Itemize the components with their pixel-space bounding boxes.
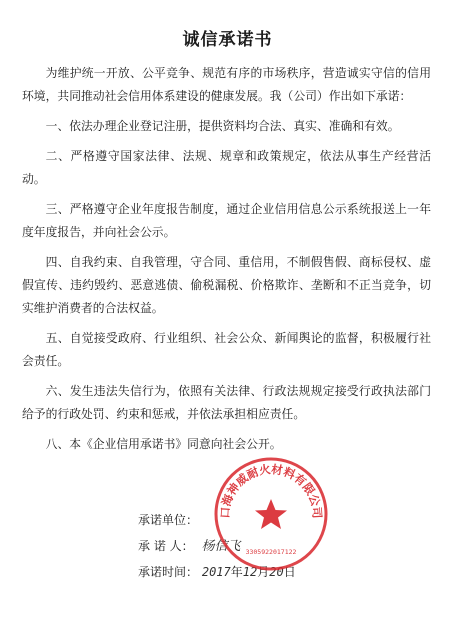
date-month-unit: 月: [257, 565, 270, 579]
paragraph-item-6: 六、发生违法失信行为，依照有关法律、行政法规规定接受行政执法部门给予的行政处罚、约束和惩戒，并依法承担相应责任。: [22, 384, 431, 421]
paragraph-item-1: 一、依法办理企业登记注册，提供资料均合法、真实、准确和有效。: [45, 119, 400, 133]
seal-arc-text: 口海神威耐火材料有限公司: [217, 462, 325, 519]
seal-number: 3305922017122: [245, 548, 297, 556]
paragraph-item-5: 五、自觉接受政府、行业组织、社会公众、新闻舆论的监督，积极履行社会责任。: [22, 331, 431, 368]
paragraph-item-2: 二、严格遵守国家法律、法规、规章和政策规定，依法从事生产经营活动。: [22, 149, 431, 186]
signature-person-label: 承 诺 人：: [138, 539, 194, 553]
paragraph-item-8: 八、本《企业信用承诺书》同意向社会公开。: [45, 437, 282, 451]
paragraph-item-3: 三、严格遵守企业年度报告制度，通过企业信用信息公示系统报送上一年度年度报告，并向社会公示。: [22, 202, 431, 239]
paragraph-intro: 为维护统一开放、公平竞争、规范有序的市场秩序，营造诚实守信的信用环境，共同推动社会信用体系建设的健康发展。我（公司）作出如下承诺：: [22, 66, 431, 103]
document-body: [22, 62, 431, 463]
handwritten-signature: 杨信飞: [201, 539, 241, 554]
company-seal-stamp: [212, 455, 330, 573]
date-day: 20: [269, 565, 284, 579]
paragraph-item-4: 四、自我约束、自我管理，守合同、重信用，不制假售假、商标侵权、虚假宣传、违约毁约、恶意逃债、偷税漏税、价格欺诈、垄断和不正当竞争，切实维护消费者的合法权益。: [22, 255, 431, 315]
date-year-unit: 年: [230, 565, 243, 579]
signature-unit-label: 承诺单位：: [138, 513, 199, 527]
document-title: 诚信承诺书: [182, 30, 273, 50]
seal-star-icon: [255, 499, 287, 529]
date-month: 12: [242, 565, 258, 579]
date-year: 2017: [201, 565, 231, 579]
signature-time-label: 承诺时间：: [138, 565, 199, 579]
date-day-unit: 日: [283, 565, 296, 579]
